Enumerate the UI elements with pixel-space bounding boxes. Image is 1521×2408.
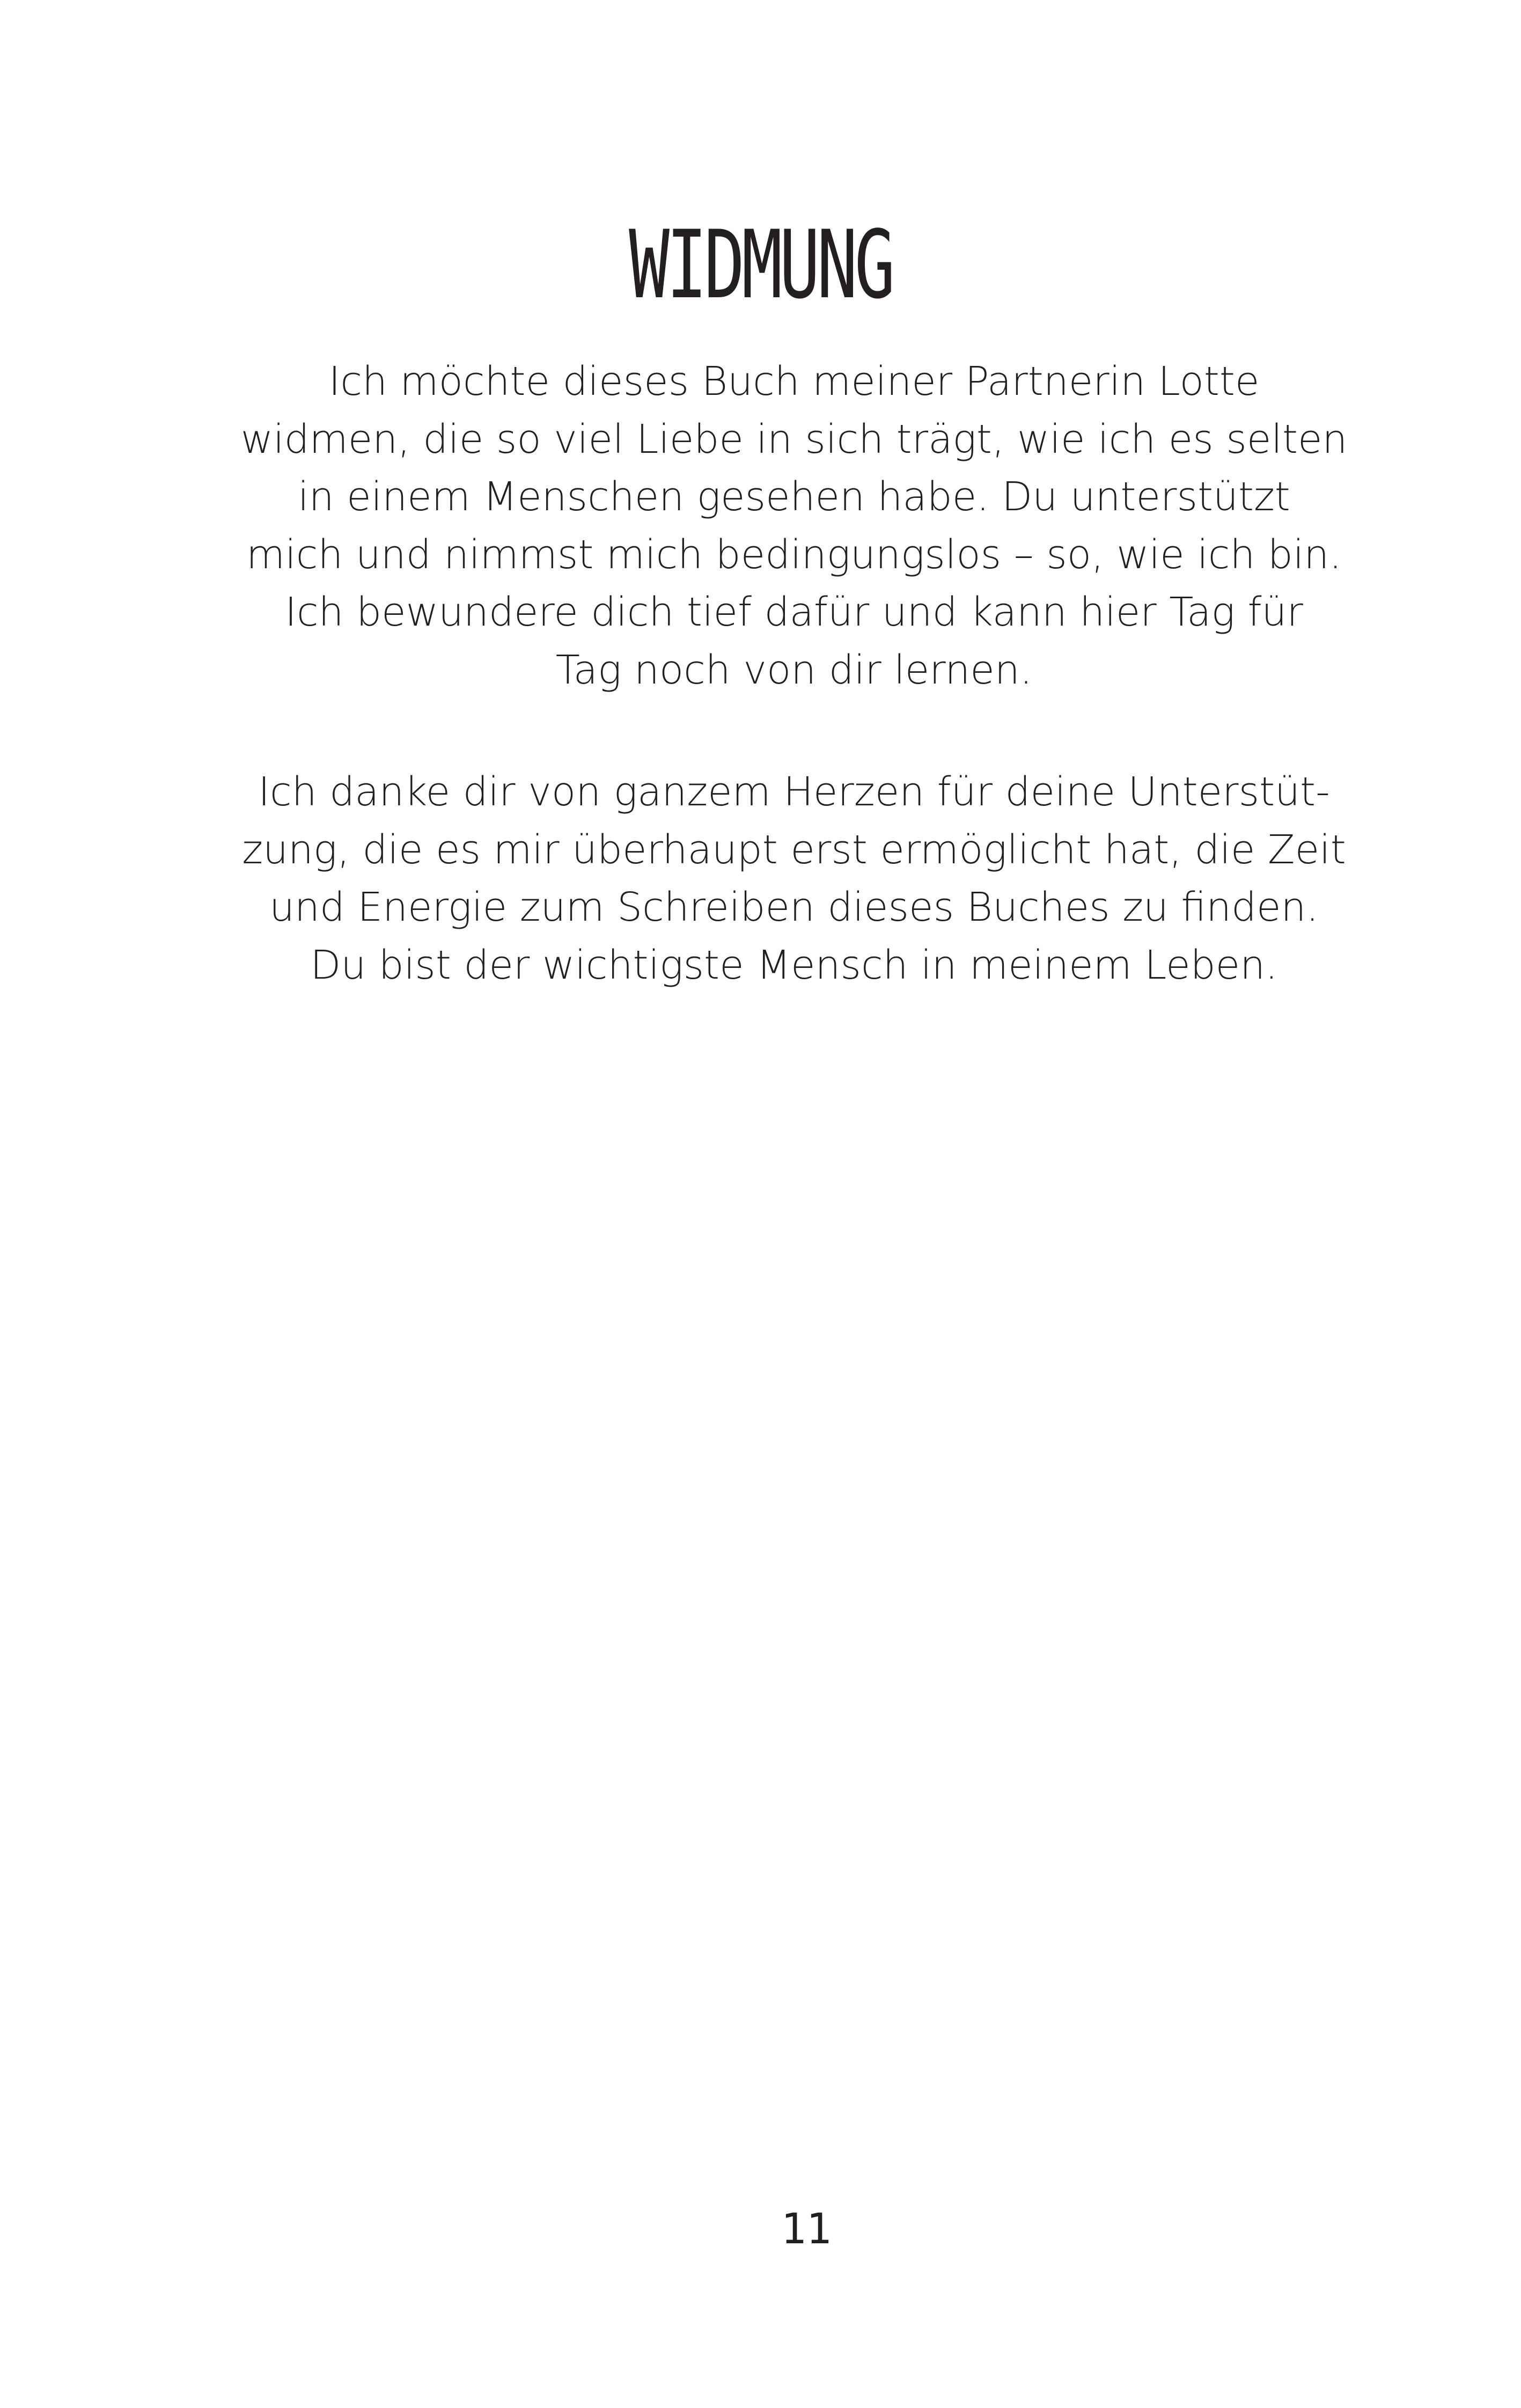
paragraph-line: Ich bewundere dich tief dafür und kann hier Tag für	[285, 589, 1303, 635]
paragraph-line: mich und nimmst mich bedingungslos – so, wie ich bin.	[246, 531, 1342, 578]
paragraph-line: widmen, die so viel Liebe in sich trägt, wie ich es selten	[240, 416, 1348, 462]
paragraph-line: und Energie zum Schreiben dieses Buches zu finden.	[269, 884, 1319, 930]
paragraph-line: in einem Menschen gesehen habe. Du unterstützt	[298, 474, 1290, 520]
paragraph-line: Ich danke dir von ganzem Herzen für deine Unterstüt-	[258, 769, 1330, 815]
page-title: WIDMUNG	[629, 211, 892, 320]
paragraph-line: Tag noch von dir lernen.	[555, 647, 1033, 693]
dedication-paragraph-2	[225, 763, 1363, 994]
paragraph-line: Ich möchte dieses Buch meiner Partnerin Lotte	[328, 358, 1260, 405]
paragraph-line: zung, die es mir überhaupt erst ermöglicht hat, die Zeit	[242, 826, 1346, 873]
paragraph-line: Du bist der wichtigste Mensch in meinem Leben.	[310, 942, 1278, 988]
dedication-paragraph-1	[225, 353, 1363, 699]
page-number: 11	[781, 2205, 832, 2253]
